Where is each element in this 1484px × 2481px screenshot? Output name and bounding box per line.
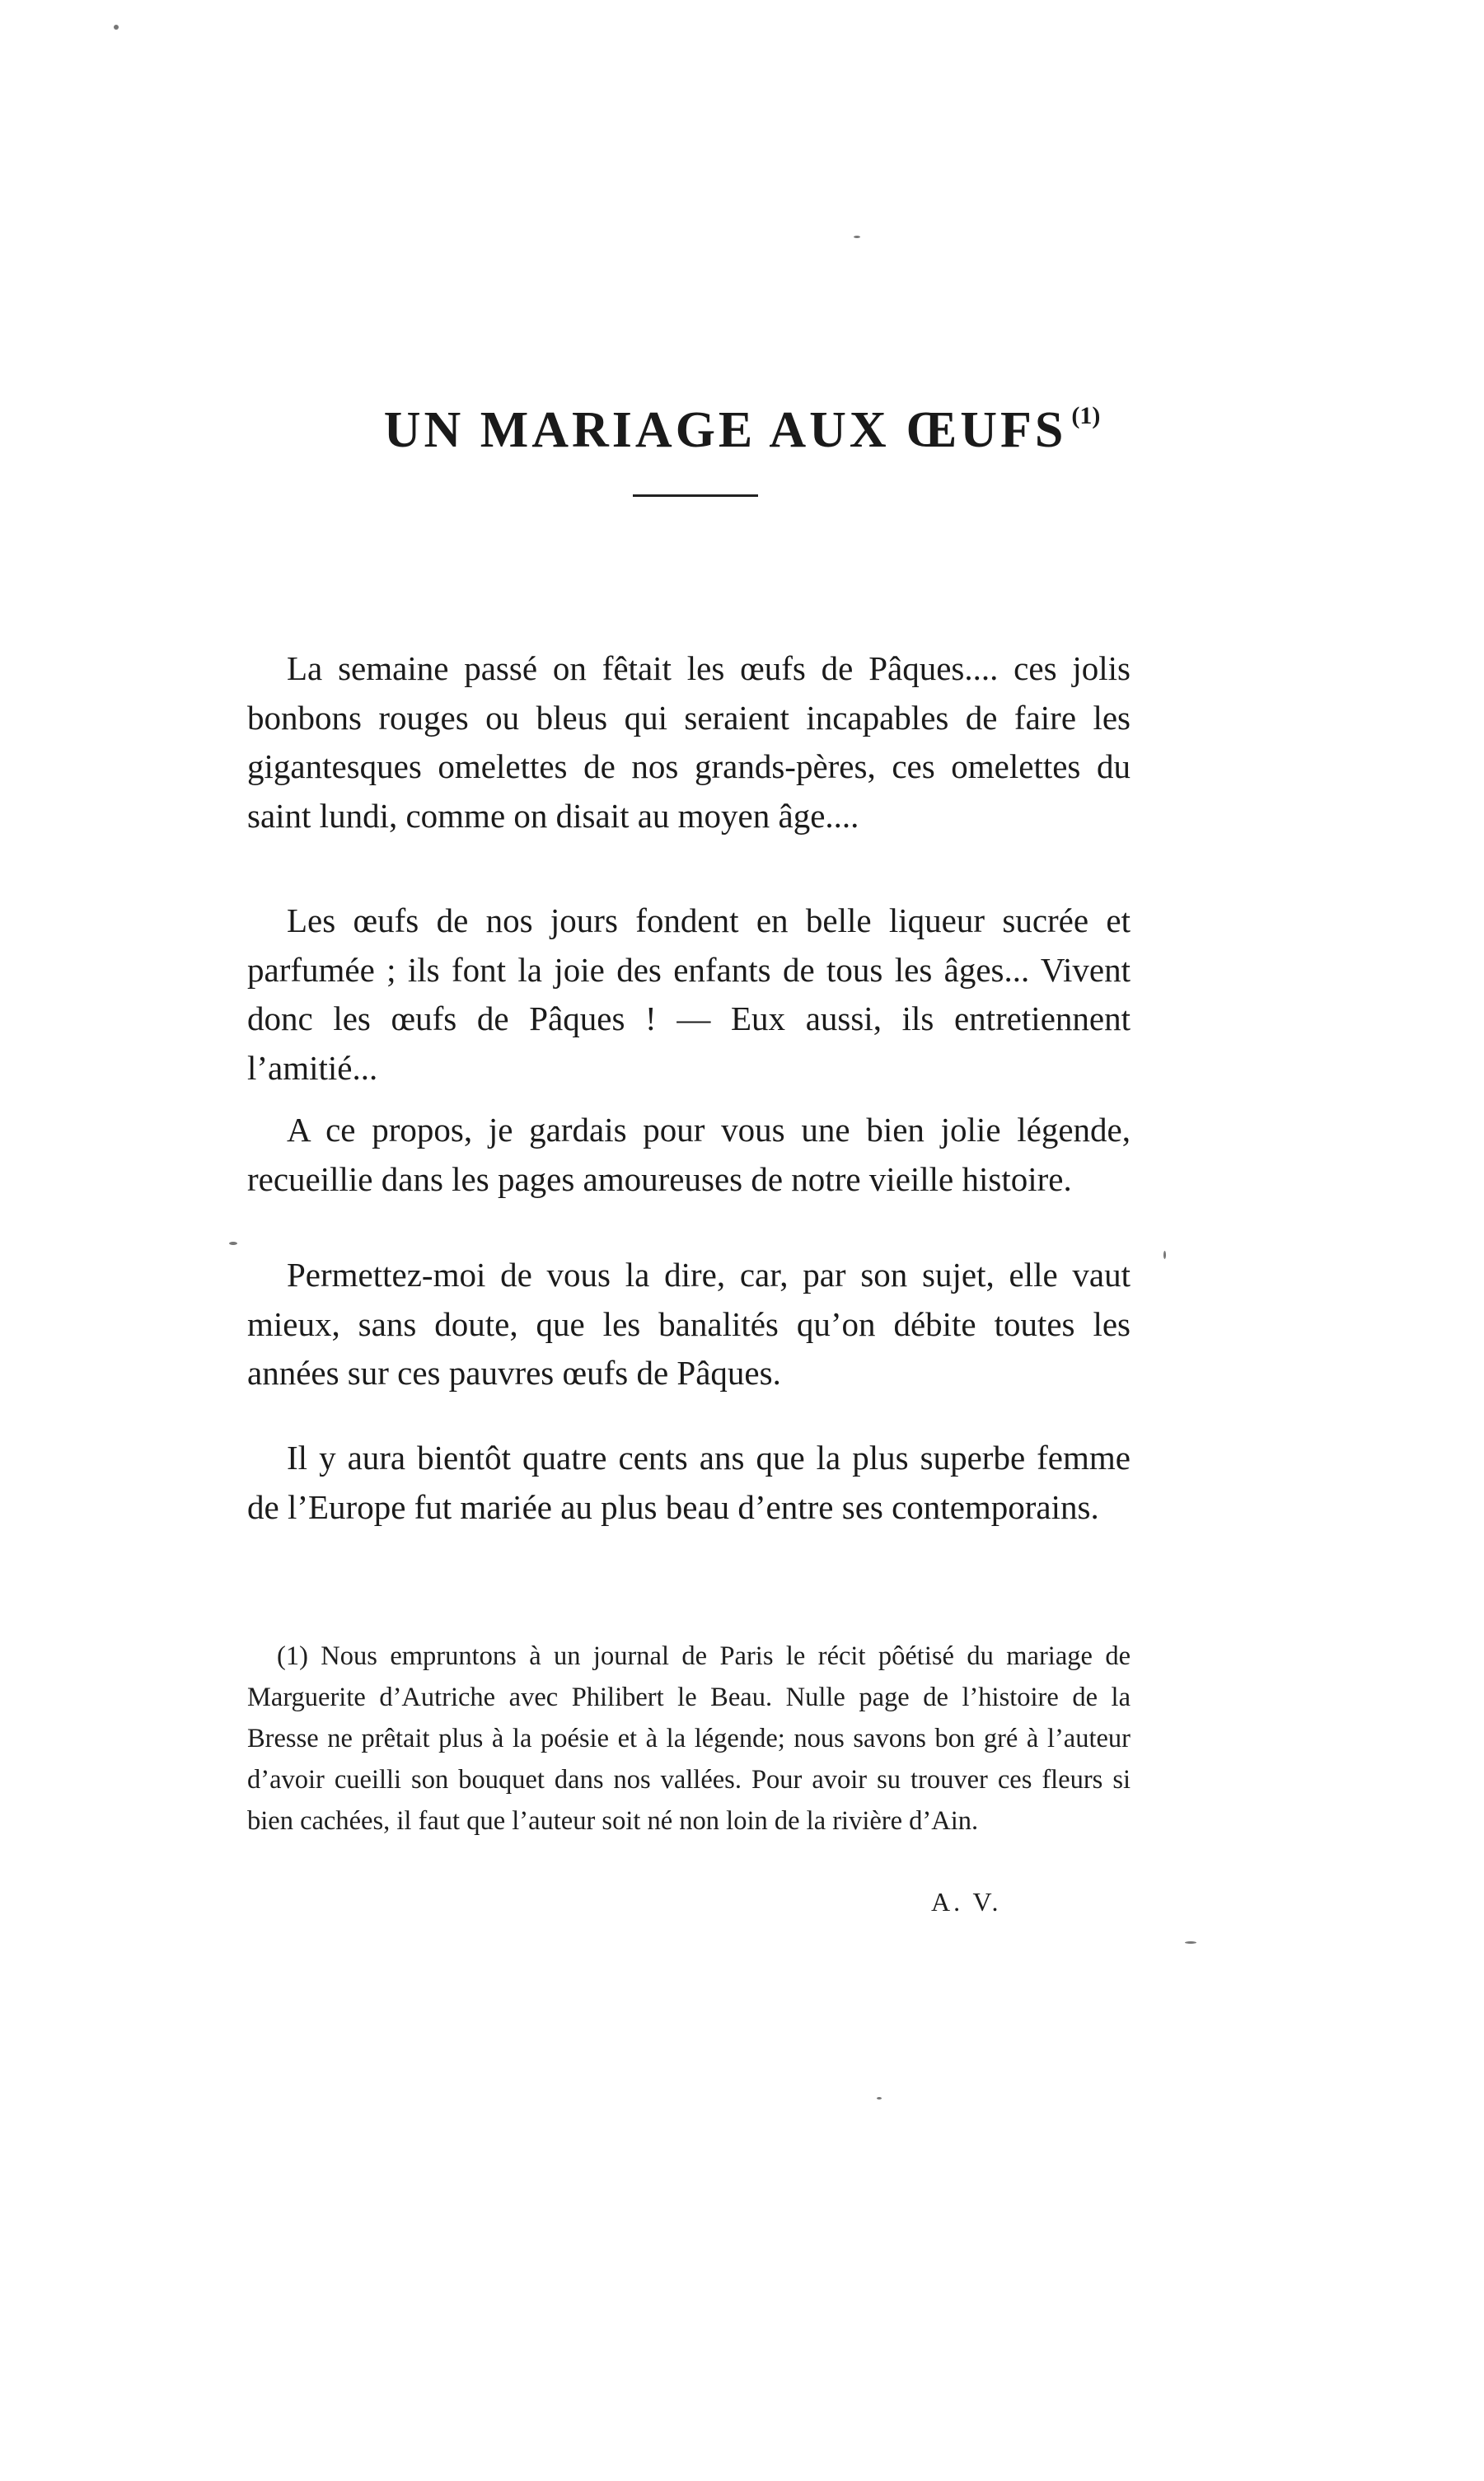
paragraph-text: Permettez-moi de vous la dire, car, par son sujet, elle vaut mieux, sans doute, que les banalités qu’on débite toutes les années sur ces pauvres œufs de Pâques. [247,1256,1131,1392]
body-paragraph-2 [247,896,1131,1093]
page-title [0,401,1484,458]
scan-speck [854,236,860,238]
scan-speck [114,25,119,30]
scan-speck [229,1242,237,1245]
body-paragraph-1 [247,644,1131,840]
scan-speck [1185,1941,1196,1944]
paragraph-text: A ce propos, je gardais pour vous une bien jolie légende, recueillie dans les pages amoureuses de notre vieille histoire. [247,1111,1131,1198]
paragraph-text: Les œufs de nos jours fondent en belle liqueur sucrée et parfumée ; ils font la joie des enfants de tous les âges... Vivent donc les œufs de Pâques ! — Eux aussi, ils entretiennent l’amitié... [247,901,1131,1087]
footnote-reference: (1) [1071,401,1101,429]
title-divider [633,494,758,497]
body-paragraph-4 [247,1251,1131,1398]
scan-speck [877,2097,882,2099]
footnote [247,1636,1131,1842]
footnote-signature: A. V. [931,1887,1002,1917]
scan-speck [1163,1251,1166,1259]
body-paragraph-3 [247,1106,1131,1204]
footnote-text: (1) Nous empruntons à un journal de Paris le récit pôétisé du mariage de Marguerite d’Autriche avec Philibert le Beau. Nulle page de l’histoire de la Bresse ne prêtait plus à la poésie et à la légende; nous savons bon gré à l’auteur d’avoir cueilli son bouquet dans nos vallées. Pour avoir su trouver ces fleurs si bien cachées, il faut que l’auteur soit né non loin de la rivière d’Ain. [247,1641,1131,1836]
body-paragraph-5 [247,1434,1131,1532]
paragraph-text: La semaine passé on fêtait les œufs de Pâques.... ces jolis bonbons rouges ou bleus qui seraient incapables de faire les gigantesques omelettes de nos grands-pères, ces omelettes du saint lundi, comme on disait au moyen âge.... [247,649,1131,835]
paragraph-text: Il y aura bientôt quatre cents ans que la plus superbe femme de l’Europe fut mariée au plus beau d’entre ses contemporains. [247,1439,1131,1526]
title-text: UN MARIAGE AUX ŒUFS [383,401,1067,458]
